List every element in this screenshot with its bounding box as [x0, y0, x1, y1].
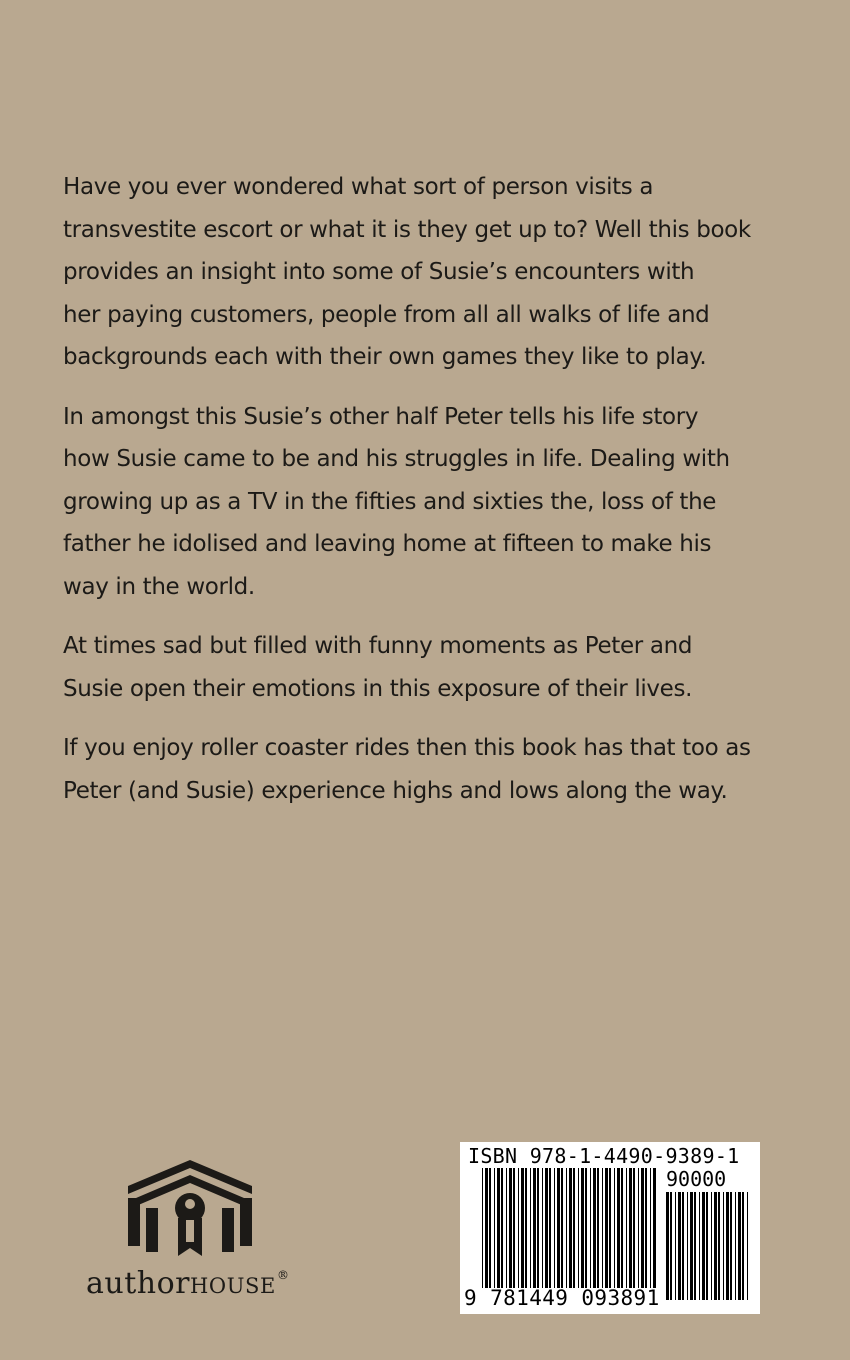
- isbn-barcode: [460, 1142, 760, 1314]
- publisher-name-lower: author: [86, 1266, 190, 1301]
- publisher-name-caps: HOUSE: [190, 1274, 276, 1298]
- barcode-bar: [629, 1168, 632, 1288]
- barcode-bar: [614, 1168, 615, 1288]
- barcode-bar: [557, 1168, 560, 1288]
- barcode-bar: [738, 1192, 741, 1300]
- price-code: 90000: [666, 1167, 727, 1191]
- barcode-bar: [694, 1192, 696, 1300]
- barcode-bar: [666, 1192, 669, 1300]
- ean-digits: 9 781449 093891: [464, 1286, 660, 1310]
- blurb-line: Peter (and Susie) experience highs and lows along the way.: [63, 777, 728, 804]
- barcode-bar: [521, 1168, 524, 1288]
- publisher-logo: [86, 1158, 306, 1308]
- barcode-bar: [723, 1192, 724, 1300]
- barcode-bar: [537, 1168, 539, 1288]
- house-keyhole-icon: [126, 1158, 254, 1262]
- barcode-bar: [566, 1168, 567, 1288]
- barcode-bar: [501, 1168, 503, 1288]
- barcode-bar: [617, 1168, 620, 1288]
- barcode-bar: [506, 1168, 507, 1288]
- barcode-bar: [513, 1168, 515, 1288]
- barcode-bar: [742, 1192, 744, 1300]
- barcode-bar: [482, 1168, 483, 1288]
- barcode-bar: [633, 1168, 635, 1288]
- barcode-bar: [690, 1192, 693, 1300]
- barcode-bar: [593, 1168, 596, 1288]
- barcode-bar: [542, 1168, 543, 1288]
- blurb-line: Susie open their emotions in this exposure of their lives.: [63, 675, 693, 702]
- barcode-bar: [605, 1168, 608, 1288]
- barcode-bar: [569, 1168, 572, 1288]
- barcode-bar: [497, 1168, 500, 1288]
- back-cover-blurb: [63, 166, 803, 829]
- blurb-line: backgrounds each with their own games they like to play.: [63, 344, 707, 370]
- barcode-bar: [533, 1168, 536, 1288]
- barcode-bar: [581, 1168, 584, 1288]
- barcode-bar: [530, 1168, 531, 1288]
- blurb-line: If you enjoy roller coaster rides then this book has that too as: [63, 735, 751, 761]
- blurb-paragraph: [63, 625, 803, 710]
- barcode-bar: [675, 1192, 676, 1300]
- blurb-line: growing up as a TV in the fifties and sixties the, loss of the: [63, 488, 717, 515]
- barcode-bar: [545, 1168, 548, 1288]
- barcode-bar: [578, 1168, 579, 1288]
- barcode-bar: [711, 1192, 712, 1300]
- blurb-line: At times sad but filled with funny moments as Peter and: [63, 633, 693, 659]
- barcode-bar: [554, 1168, 555, 1288]
- barcode-bar: [597, 1168, 599, 1288]
- blurb-line: father he idolised and leaving home at fifteen to make his: [63, 531, 712, 557]
- blurb-paragraph: [63, 396, 803, 609]
- barcode-bar: [509, 1168, 512, 1288]
- blurb-line: provides an insight into some of Susie’s encounters with: [63, 259, 695, 285]
- blurb-line: In amongst this Susie’s other half Peter tells his life story: [63, 403, 699, 430]
- barcode-bar: [573, 1168, 575, 1288]
- barcode-bar: [525, 1168, 527, 1288]
- barcode-bar: [590, 1168, 591, 1288]
- barcode-bar: [735, 1192, 736, 1300]
- blurb-line: her paying customers, people from all all walks of life and: [63, 301, 710, 328]
- barcode-bar: [670, 1192, 672, 1300]
- barcode-bar: [718, 1192, 720, 1300]
- barcode-bar: [561, 1168, 563, 1288]
- barcode-bar: [747, 1192, 748, 1300]
- barcode-bar: [714, 1192, 717, 1300]
- barcode-bar: [485, 1168, 488, 1288]
- blurb-line: Have you ever wondered what sort of person visits a: [63, 174, 654, 200]
- barcode-bar: [494, 1168, 495, 1288]
- barcode-bar: [518, 1168, 519, 1288]
- barcode-bar: [609, 1168, 611, 1288]
- barcode-bar: [682, 1192, 684, 1300]
- barcode-bar: [726, 1192, 729, 1300]
- barcode-bar: [602, 1168, 603, 1288]
- barcode-bar: [730, 1192, 732, 1300]
- barcode-bar: [650, 1168, 651, 1288]
- isbn-label: ISBN 978-1-4490-9389-1: [468, 1144, 740, 1168]
- blurb-line: transvestite escort or what it is they get up to? Well this book: [63, 216, 751, 243]
- barcode-bar: [678, 1192, 681, 1300]
- barcode-bar: [549, 1168, 551, 1288]
- barcode-bar: [489, 1168, 491, 1288]
- barcode-bar: [641, 1168, 644, 1288]
- barcode-bar: [626, 1168, 627, 1288]
- barcode-bar: [687, 1192, 688, 1300]
- barcode-bar: [702, 1192, 705, 1300]
- barcode-bar: [645, 1168, 647, 1288]
- barcode-bar: [653, 1168, 656, 1288]
- barcode-bar: [638, 1168, 639, 1288]
- barcode-bar: [585, 1168, 587, 1288]
- blurb-paragraph: [63, 727, 803, 812]
- barcode-bar: [706, 1192, 708, 1300]
- blurb-paragraph: [63, 166, 803, 379]
- blurb-line: way in the world.: [63, 573, 255, 600]
- blurb-line: how Susie came to be and his struggles in life. Dealing with: [63, 446, 730, 472]
- registered-mark: ®: [276, 1268, 290, 1282]
- barcode-bar: [621, 1168, 623, 1288]
- barcode-bar: [699, 1192, 700, 1300]
- publisher-name: [86, 1266, 289, 1301]
